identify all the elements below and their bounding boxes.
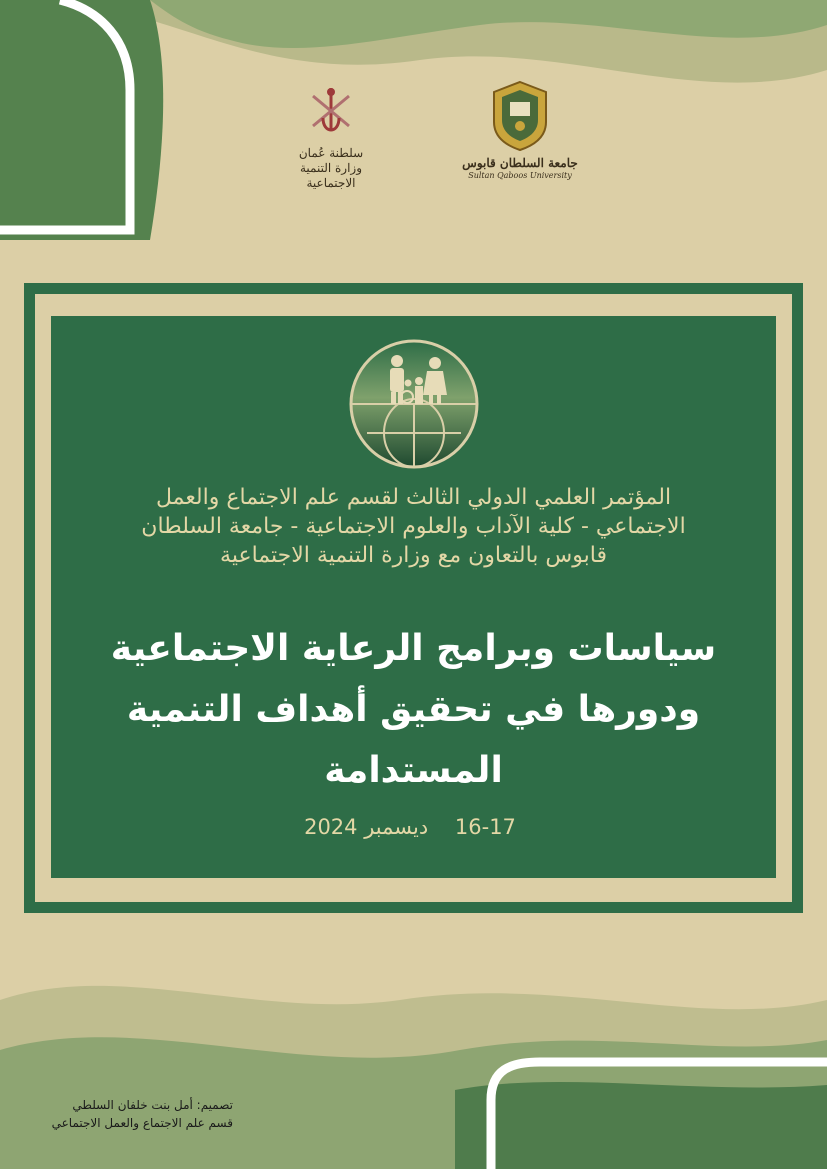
subtitle-line-1: المؤتمر العلمي الدولي الثالث لقسم علم الاجتماع والعمل <box>155 485 672 510</box>
date-days: 16-17 <box>454 815 516 839</box>
credit-line-2: قسم علم الاجتماع والعمل الاجتماعي <box>51 1116 233 1130</box>
credit-line-1: تصميم: أمل بنت خلفان السلطي <box>72 1098 233 1112</box>
ministry-name-line2: وزارة التنمية الاجتماعية <box>299 161 363 190</box>
university-name-en: Sultan Qaboos University <box>468 171 572 180</box>
bottom-right-blob <box>455 1082 827 1169</box>
subtitle-line-3: قابوس بالتعاون مع وزارة التنمية الاجتماعية <box>220 543 607 568</box>
conference-date <box>220 815 600 839</box>
conference-title <box>60 618 767 801</box>
title-line-2: ودورها في تحقيق أهداف التنمية <box>126 689 701 730</box>
oman-khanjar-emblem-icon <box>301 82 361 142</box>
title-line-3: المستدامة <box>324 750 503 791</box>
ministry-name-line1: سلطنة عُمان <box>298 146 364 160</box>
university-logo <box>458 80 582 181</box>
subtitle-line-2: الاجتماعي - كلية الآداب والعلوم الاجتماعية - جامعة السلطان <box>141 514 686 539</box>
top-left-blob <box>0 0 163 240</box>
title-line-1: سياسات وبرامج الرعاية الاجتماعية <box>110 628 717 669</box>
date-month-year: ديسمبر 2024 <box>304 815 429 839</box>
sultan-qaboos-university-crest-icon <box>490 80 550 152</box>
ministry-logo <box>276 82 386 191</box>
conference-subtitle <box>60 483 767 570</box>
design-credit <box>20 1096 233 1132</box>
family-globe-icon <box>347 337 481 471</box>
university-name-ar: جامعة السلطان قابوس <box>462 156 578 170</box>
